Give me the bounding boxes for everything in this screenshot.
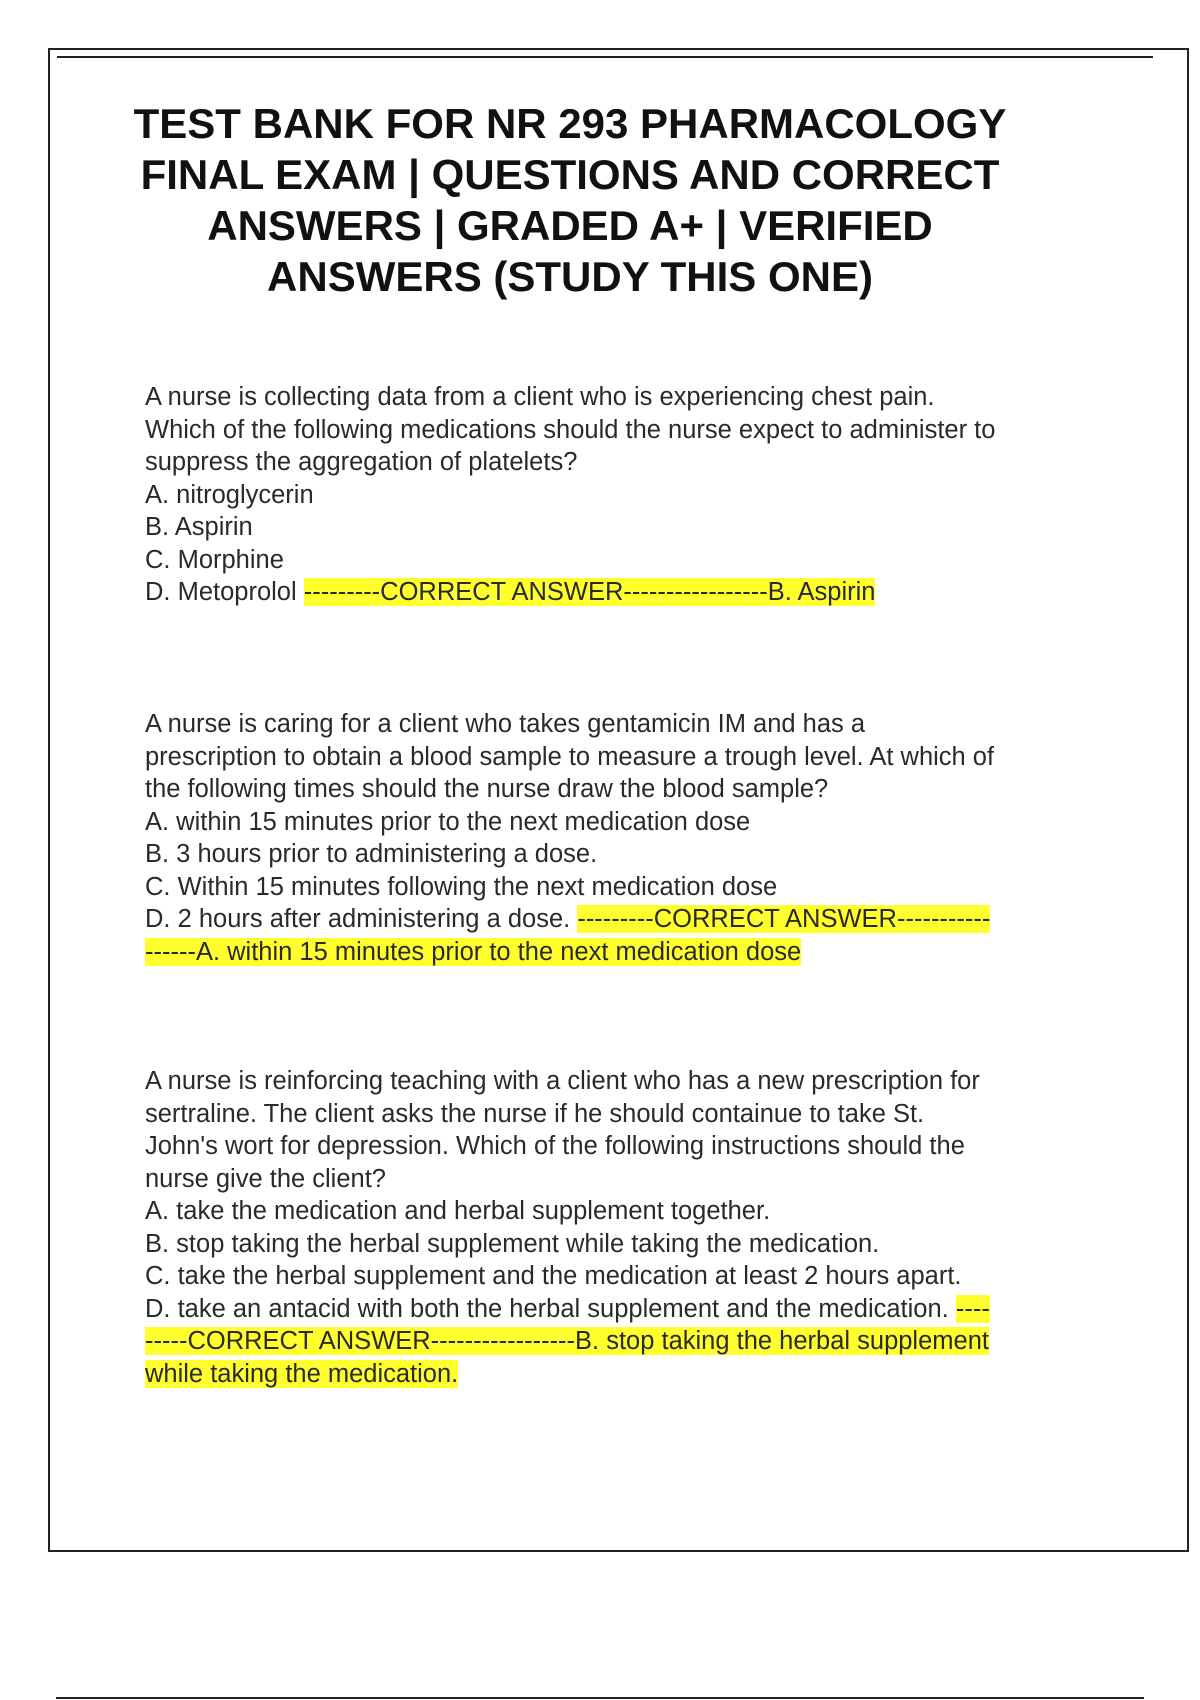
question-1	[145, 381, 1100, 609]
correct-answer-highlight: ---------CORRECT ANSWER-----------	[577, 905, 991, 933]
answer-option: B. Aspirin	[145, 513, 253, 541]
answer-option-last	[145, 903, 1100, 936]
correct-answer-highlight: ---------CORRECT ANSWER-----------------B. Aspirin	[303, 578, 876, 606]
answer-option-text: D. Metoprolol	[145, 578, 297, 606]
answer-option: B. 3 hours prior to administering a dose.	[145, 840, 598, 868]
answer-option: A. nitroglycerin	[145, 480, 314, 509]
question-stem-line: suppress the aggregation of platelets?	[145, 448, 578, 476]
answer-option: C. Within 15 minutes following the next medication dose	[145, 872, 778, 901]
answer-option: B. stop taking the herbal supplement while taking the medication.	[145, 1229, 880, 1258]
correct-answer-highlight: ------A. within 15 minutes prior to the next medication dose	[145, 937, 802, 966]
question-stem-line: prescription to obtain a blood sample to measure a trough level. At which of	[145, 742, 995, 771]
question-2	[145, 708, 1100, 968]
answer-option-last	[145, 576, 1100, 609]
question-stem-line: A nurse is collecting data from a client who is experiencing chest pain.	[145, 383, 935, 411]
question-stem-line: the following times should the nurse draw the blood sample?	[145, 775, 829, 803]
question-stem-line: A nurse is caring for a client who takes gentamicin IM and has a	[145, 710, 866, 738]
question-stem-line: John's wort for depression. Which of the following instructions should the	[145, 1132, 965, 1160]
answer-option-last	[145, 1293, 1100, 1326]
correct-answer-highlight: ----	[955, 1294, 990, 1323]
answer-option: A. within 15 minutes prior to the next medication dose	[145, 807, 751, 836]
answer-option-text: D. 2 hours after administering a dose.	[145, 905, 571, 933]
answer-option: A. take the medication and herbal supplement together.	[145, 1197, 771, 1225]
question-3	[145, 1065, 1100, 1390]
answer-option: C. take the herbal supplement and the medication at least 2 hours apart.	[145, 1262, 962, 1290]
document-title: TEST BANK FOR NR 293 PHARMACOLOGY FINAL EXAM | QUESTIONS AND CORRECT ANSWERS | GRADED A+ | VERIFIED ANSWERS (STUDY THIS ONE)	[133, 100, 1007, 300]
correct-answer-highlight: while taking the medication.	[145, 1359, 459, 1388]
question-stem-line: sertraline. The client asks the nurse if he should containue to take St.	[145, 1099, 925, 1128]
top-rule	[57, 56, 1153, 58]
correct-answer-line	[145, 1325, 1100, 1358]
question-stem-line: A nurse is reinforcing teaching with a client who has a new prescription for	[145, 1067, 980, 1095]
question-stem-line: nurse give the client?	[145, 1164, 386, 1193]
next-page-rule	[56, 1697, 1144, 1699]
answer-option: C. Morphine	[145, 545, 284, 574]
correct-answer-line	[145, 936, 1100, 969]
answer-option-text: D. take an antacid with both the herbal supplement and the medication.	[145, 1294, 949, 1323]
question-stem-line: Which of the following medications should the nurse expect to administer to	[145, 415, 996, 444]
correct-answer-line	[145, 1358, 1100, 1391]
correct-answer-highlight: -----CORRECT ANSWER-----------------B. stop taking the herbal supplement	[145, 1327, 989, 1355]
